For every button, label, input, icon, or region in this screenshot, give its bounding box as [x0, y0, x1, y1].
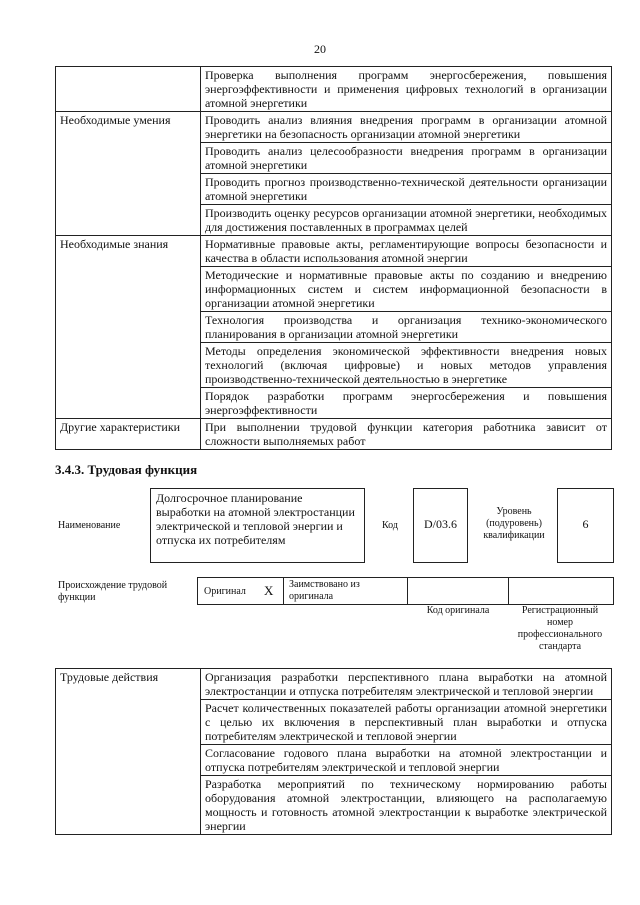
code-value: D/03.6	[424, 517, 457, 531]
labor-actions-label: Трудовые действия	[56, 669, 201, 835]
table-cell: Разработка мероприятий по техническому нормированию работы оборудования атомной электростанции, влияющего на располагаемую мощность и готовность атомной электростанции к выработке электрической энергии	[201, 776, 612, 835]
origin-label: Происхождение трудовой функции	[58, 580, 168, 603]
borrowed-box	[283, 577, 408, 605]
knowledge-label: Необходимые знания	[56, 236, 201, 419]
level-label: Уровень (подуровень) квалификации	[483, 506, 545, 541]
code-original-label: Код оригинала	[426, 605, 490, 616]
table-cell: Согласование годового плана выработки на атомной электростанции и отпуска потребителям электрической и тепловой энергии	[201, 745, 612, 776]
table-cell: Проводить прогноз производственно-технической деятельности организации атомной энергетики	[201, 174, 612, 205]
borrowed-label: Заимствовано из оригинала	[289, 579, 360, 602]
table-cell: Проверка выполнения программ энергосбережения, повышения энергоэффективности и применения цифровых технологий в организации атомной энергетики	[201, 67, 612, 112]
skills-label: Необходимые умения	[56, 112, 201, 236]
original-label: Оригинал	[204, 586, 246, 597]
level-value: 6	[582, 517, 589, 531]
section-title: 3.4.3. Трудовая функция	[55, 462, 198, 477]
table-cell: Нормативные правовые акты, регламентирующие вопросы безопасности и качества в области использования атомной энергии	[201, 236, 612, 267]
reg-number-box	[508, 577, 614, 605]
code-label: Код	[382, 520, 398, 531]
function-name-box	[150, 488, 365, 563]
function-name-value: Долгосрочное планирование выработки на атомной электростанции электрической и тепловой энергии и отпуска их потребителям	[156, 491, 355, 547]
table-cell: Методы определения экономической эффективности внедрения новых технологий (включая цифровые) и новых методов управления производственно-технической деятельностью в энергетике	[201, 343, 612, 388]
name-label: Наименование	[58, 520, 121, 531]
row-label-empty	[56, 67, 201, 112]
table-row	[56, 669, 612, 700]
table-row	[56, 236, 612, 267]
table-row	[56, 419, 612, 450]
other-label: Другие характеристики	[56, 419, 201, 450]
table-cell: При выполнении трудовой функции категория работника зависит от сложности выполняемых работ	[201, 419, 612, 450]
code-box	[413, 488, 468, 563]
table-cell: Проводить анализ влияния внедрения программ в организации атомной энергетики на безопасность организации атомной энергетики	[201, 112, 612, 143]
table-cell: Порядок разработки программ энергосбережения и повышения энергоэффективности	[201, 388, 612, 419]
table-cell: Организация разработки перспективного плана выработки на атомной электростанции и отпуска потребителям электрической и тепловой энергии	[201, 669, 612, 700]
table-cell: Технология производства и организация технико-экономического планирования в организации атомной энергетики	[201, 312, 612, 343]
page-number: 20	[314, 42, 326, 56]
table-cell: Производить оценку ресурсов организации атомной энергетики, необходимых для достижения поставленных в программах целей	[201, 205, 612, 236]
reg-number-label: Регистрационный номер профессионального стандарта	[517, 605, 603, 652]
labor-actions-table	[55, 668, 612, 835]
table-cell: Расчет количественных показателей работы организации атомной энергетики с целью их включения в перспективный план выработки и отпуска потребителям электрической и тепловой энергии	[201, 700, 612, 745]
table-cell: Проводить анализ целесообразности внедрения программ в организации атомной энергетики	[201, 143, 612, 174]
requirements-table	[55, 66, 612, 450]
code-original-box	[407, 577, 509, 605]
original-mark: X	[264, 583, 274, 598]
table-cell: Методические и нормативные правовые акты по созданию и внедрению информационных систем и систем информационной безопасности в организации атомной энергетики	[201, 267, 612, 312]
table-row	[56, 67, 612, 112]
level-box	[557, 488, 614, 563]
table-row	[56, 112, 612, 143]
original-box	[197, 577, 284, 605]
